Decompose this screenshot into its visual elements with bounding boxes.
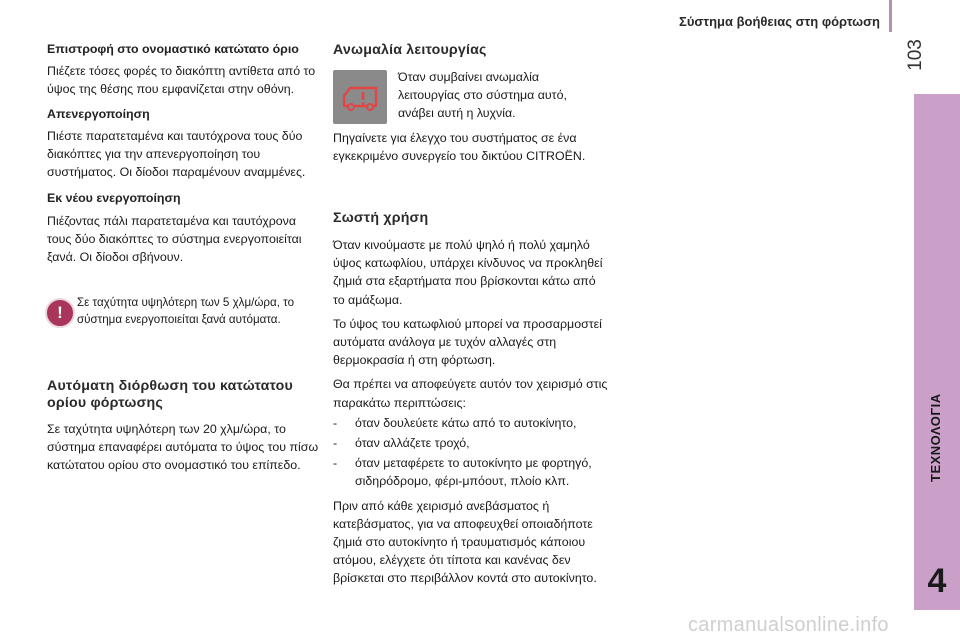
- list-item-text: όταν μεταφέρετε το αυτοκίνητο με φορτηγό, σιδηρόδρομο, φέρι-μπόουτ, πλοίο κλπ.: [355, 456, 592, 489]
- list-item: - όταν μεταφέρετε το αυτοκίνητο με φορτηγό, σιδηρόδρομο, φέρι-μπόουτ, πλοίο κλπ.: [333, 454, 608, 490]
- auto-correction-text: Σε ταχύτητα υψηλότερη των 20 χλμ/ώρα, το σύστημα επαναφέρει αυτόματα το ύψος του πίσω κατώτατου ορίου στο ονομαστικό του επίπεδο.: [47, 422, 319, 473]
- reactivation-text: Πιέζοντας πάλι παρατεταμένα και ταυτόχρονα τους δύο διακόπτες το σύστημα ενεργοποιείται ξανά. Οι δίοδοι σβήνουν.: [47, 213, 302, 265]
- return-nominal-heading: Επιστροφή στο ονομαστικό κατώτατο όριο: [47, 42, 299, 56]
- correct-use-section: [333, 210, 608, 594]
- chapter-side-tab: [914, 94, 960, 610]
- malfunction-heading-block: [333, 42, 603, 67]
- malfunction-text: Πηγαίνετε για έλεγχο του συστήματος σε ένα εγκεκριμένο συνεργείο του δικτύου CITROËN.: [333, 131, 586, 164]
- correct-use-heading: Σωστή χρήση: [333, 210, 429, 226]
- page-number: 103: [905, 39, 926, 71]
- header-divider: [889, 0, 892, 32]
- van-warning-glyph: [333, 70, 387, 124]
- auto-correction-heading: Αυτόματη διόρθωση του κατώτατου ορίου φόρτωσης: [47, 378, 294, 411]
- speed-note: [77, 294, 322, 334]
- malfunction-lamp-block: [398, 68, 593, 129]
- van-warning-icon: [333, 70, 387, 124]
- deactivation-heading: Απενεργοποίηση: [47, 106, 150, 121]
- correct-use-paragraph-4: Πριν από κάθε χειρισμό ανεβάσματος ή κατεβάσματος, για να αποφευχθεί οποιαδήποτε ζημιά στο αυτοκίνητο ή τραυματισμός κάποιου ατόμου, ελέγχετε ότι τίποτα και κανένας δεν βρίσκεται στο περιβάλλον κοντά στο αυτοκίνητο.: [333, 498, 597, 586]
- chapter-tab-label: ΤΕΧΝΟΛΟΓΙΑ: [928, 393, 943, 482]
- list-item-text: όταν δουλεύετε κάτω από το αυτοκίνητο,: [355, 415, 577, 430]
- chapter-number: 4: [927, 562, 947, 600]
- malfunction-text-block: [333, 129, 593, 171]
- speed-note-text: Σε ταχύτητα υψηλότερη των 5 χλμ/ώρα, το σύστημα ενεργοποιείται ξανά αυτόματα.: [77, 296, 295, 326]
- malfunction-heading: Ανωμαλία λειτουργίας: [333, 42, 487, 58]
- watermark: carmanualsonline.info: [688, 614, 889, 636]
- warning-note-icon: !: [45, 298, 75, 328]
- malfunction-lamp-text: Όταν συμβαίνει ανωμαλία λειτουργίας στο σύστημα αυτό, ανάβει αυτή η λυχνία.: [398, 70, 567, 121]
- deactivation-text: Πιέστε παρατεταμένα και ταυτόχρονα τους δύο διακόπτες για την απενεργοποίηση του συστήματος. Οι δίοδοι παραμένουν αναμμένες.: [47, 128, 306, 180]
- list-item: - όταν δουλεύετε κάτω από το αυτοκίνητο,: [333, 414, 608, 432]
- page-header-title: Σύστημα βοήθειας στη φόρτωση: [679, 14, 880, 29]
- return-nominal-text: Πιέζετε τόσες φορές το διακόπτη αντίθετα από το ύψος της θέσης που εμφανίζεται στην οθόνη.: [47, 64, 316, 97]
- correct-use-paragraph-1: Όταν κινούμαστε με πολύ ψηλό ή πολύ χαμηλό ύψος κατωφλίου, υπάρχει κίνδυνος να προκληθεί ζημιά στα εξαρτήματα που βρίσκονται κάτω από το αμάξωμα.: [333, 238, 603, 307]
- correct-use-paragraph-3: Θα πρέπει να αποφεύγετε αυτόν τον χειρισμό στις παρακάτω περιπτώσεις:: [333, 377, 608, 410]
- reactivation-heading: Εκ νέου ενεργοποίηση: [47, 191, 181, 206]
- auto-correction-section: [47, 378, 319, 481]
- list-item-text: όταν αλλάζετε τροχό,: [355, 436, 470, 451]
- left-column: [47, 40, 319, 272]
- list-item: - όταν αλλάζετε τροχό,: [333, 434, 608, 452]
- correct-use-paragraph-2: Το ύψος του κατωφλιού μπορεί να προσαρμοστεί αυτόματα ανάλογα με τυχόν αλλαγές στη θερμοκρασία ή στη φόρτωση.: [333, 316, 602, 368]
